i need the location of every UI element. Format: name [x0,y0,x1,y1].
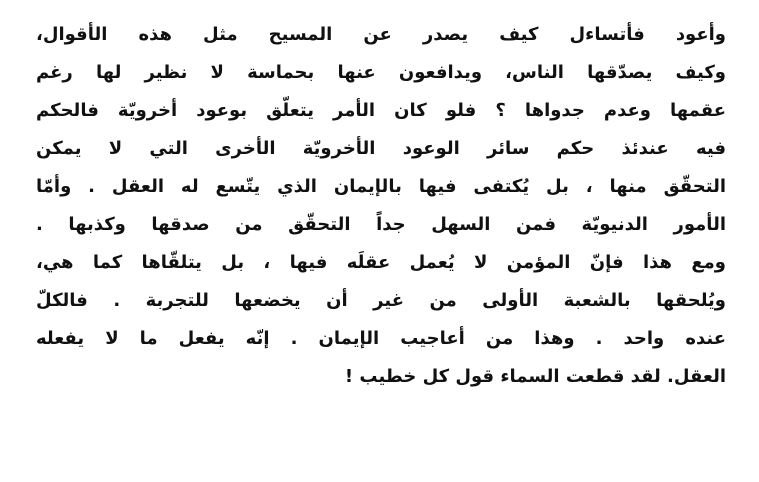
text-line-2: وكيف يصدّقها الناس، ويدافعون عنها بحماسة لا نظير لها رغم [36,62,726,83]
text-line-1: وأعود فأتساءل كيف يصدر عن المسيح مثل هذه الأقوال، [36,24,726,45]
text-line-10: العقل. لقد قطعت السماء قول كل خطيب ! [344,366,726,387]
text-line-3: عقمها وعدم جدواها ؟ فلو كان الأمر يتعلّق بوعود أخرويّة فالحكم [36,100,726,121]
text-line-7: ومع هذا فإنّ المؤمن لا يُعمل عقلَه فيها ، بل يتلقّاها كما هي، [36,252,726,273]
text-line-9: عنده واحد . وهذا من أعاجيب الإيمان . إنّه يفعل ما لا يفعله [36,328,726,349]
text-line-5: التحقّق منها ، بل يُكتفى فيها بالإيمان الذي يتّسع له العقل . وأمّا [36,176,726,197]
text-line-6: الأمور الدنيويّة فمن السهل جداً التحقّق من صدقها وكذبها . [36,214,726,235]
text-line-4: فيه عندئذ حكم سائر الوعود الأخرويّة الأخرى التي لا يمكن [36,138,726,159]
text-line-8: ويُلحقها بالشعبة الأولى من غير أن يخضعها للتجربة . فالكلّ [36,290,726,311]
arabic-paragraph [36,16,726,396]
